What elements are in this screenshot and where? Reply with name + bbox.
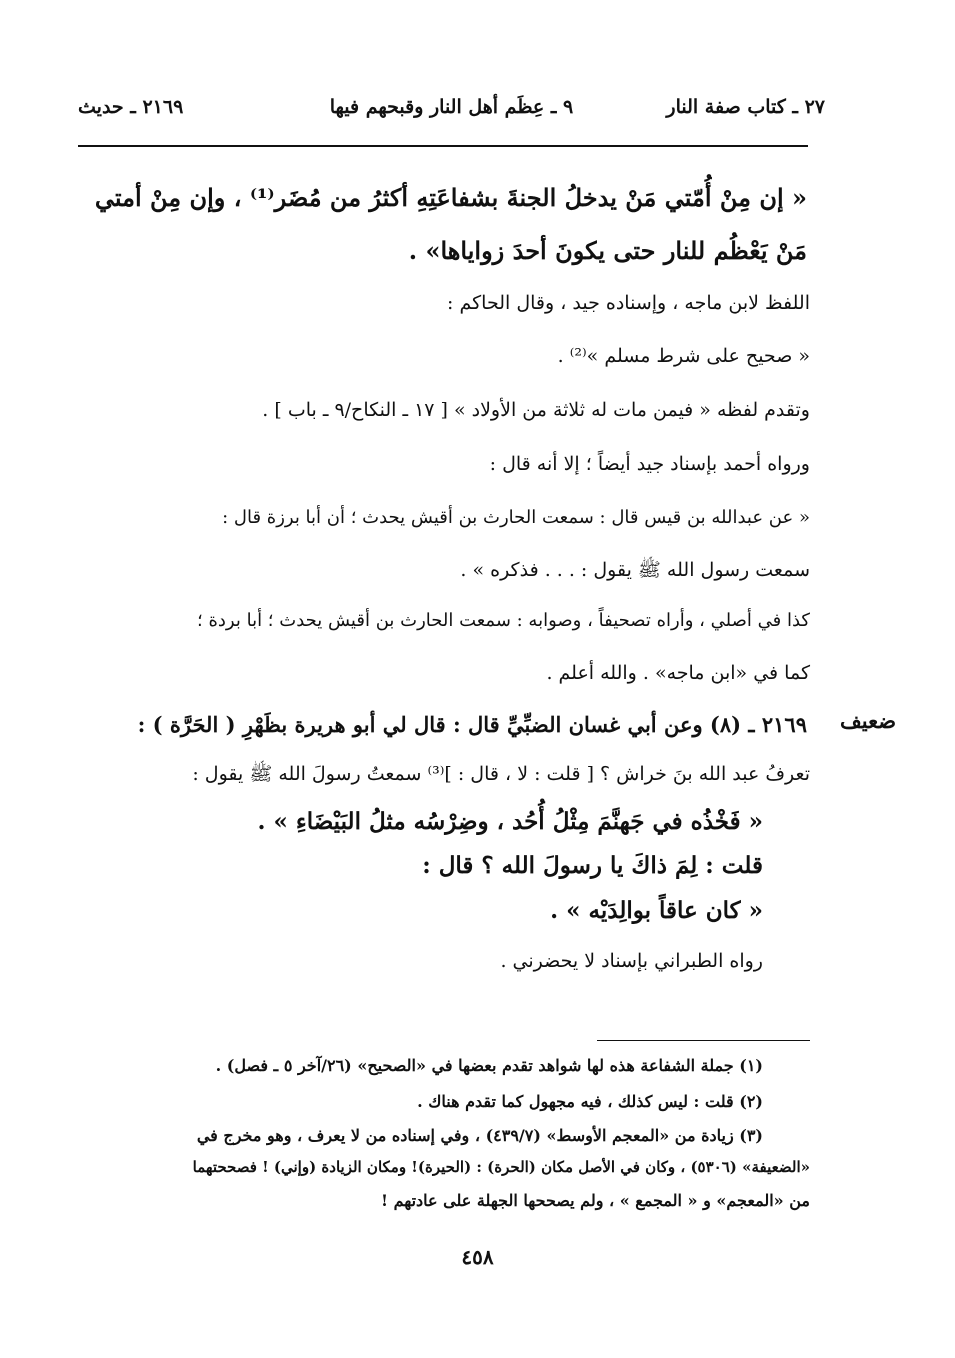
hadith-line: رواه الطبراني بإسناد لا يحضرني . (500, 950, 763, 972)
text-line: « صحيح على شرط مسلم »⁽²⁾ . (557, 345, 810, 367)
text-line: مَنْ يَعْظُم للنار حتى يكونَ أحدَ زواياها» . (408, 236, 807, 265)
footnote: «الضعيفة» (٥٣٠٦) ، وكان في الأصل مكان (الحرة) : (الحيرة)! ومكان الزيادة (وإني) ! فصححتهما (192, 1158, 810, 1176)
header-rule (78, 145, 808, 147)
text-line: كذا في أصلي ، وأراه تصحيفاً ، وصوابه : سمعت الحارث بن أقيش يحدث ؛ أبا بردة ؛ (197, 610, 810, 631)
hadith-line: تعرفُ عبد الله بنَ خراش ؟ [ قلت : لا ، قال : ]⁽³⁾ سمعتُ رسولَ الله ﷺ يقول : (192, 763, 810, 785)
footnote: (٢) قلت : ليس كذلك ، فيه مجهول كما تقدم هناك . (417, 1092, 763, 1111)
page-header (78, 96, 825, 130)
hadith-line: « فَخْذُه في جَهنَّمَ مِثْلُ أُحُد ، وضِرْسُه مثلُ البَيْضَاءِ » . (257, 808, 763, 835)
page-number: ٤٥٨ (461, 1245, 494, 1269)
text-line: سمعت رسول الله ﷺ يقول : . . . فذكره » . (460, 559, 810, 581)
header-chapter: ٢٧ ـ كتاب صفة النار (666, 96, 825, 118)
text-line: « إن مِنْ أُمّتي مَنْ يدخلُ الجنةَ بشفاعَتِهِ أكثرُ من مُضَر⁽¹⁾ ، وإن مِنْ أمتي (94, 183, 807, 212)
footnote: من «المعجم» و « المجمع » ، ولم يصححها الجهلة على عادتهم ! (380, 1191, 810, 1210)
text-line: وتقدم لفظه « فيمن مات له ثلاثة من الأولاد » [ ١٧ ـ النكاح/٩ ـ باب ] . (262, 399, 810, 421)
text-line: كما في «ابن ماجه» . والله أعلم . (546, 662, 810, 684)
hadith-line: « كان عاقاً بوالِدَيْه » . (550, 897, 763, 924)
text-line: « عن عبدالله بن قيس قال : سمعت الحارث بن أقيش يحدث ؛ أن أبا برزة قال : (222, 507, 810, 528)
header-section: ٩ ـ عِظَم أهل النار وقبحهم فيها (329, 96, 574, 118)
text-line: ورواه أحمد بإسناد جيد أيضاً ؛ إلا أنه قال : (489, 453, 810, 475)
header-hadith-number: ٢١٦٩ ـ حديث (78, 96, 184, 118)
footnote: (٣) زيادة من «المعجم الأوسط» (٤٣٩/٧) ، وفي إسناده من لا يعرف ، وهو مخرج في (196, 1126, 763, 1145)
hadith-line: قلت : لِمَ ذاكَ يا رسولَ الله ؟ قال : (422, 852, 763, 879)
grade-label: ضعيف (840, 708, 897, 733)
footnote-rule (597, 1040, 810, 1041)
hadith-line: ٢١٦٩ ـ (٨) وعن أبي غسان الضبِّيِّ قال : قال لي أبو هريرة بظَهْرِ ( الحَرَّة ) : (137, 712, 807, 737)
text-line: اللفظ لابن ماجه ، وإسناده جيد ، وقال الحاكم : (447, 292, 810, 314)
footnote: (١) جملة الشفاعة هذه لها شواهد تقدم بعضها في «الصحيح» (٢٦/آخر ٥ ـ فصل) . (215, 1056, 763, 1075)
